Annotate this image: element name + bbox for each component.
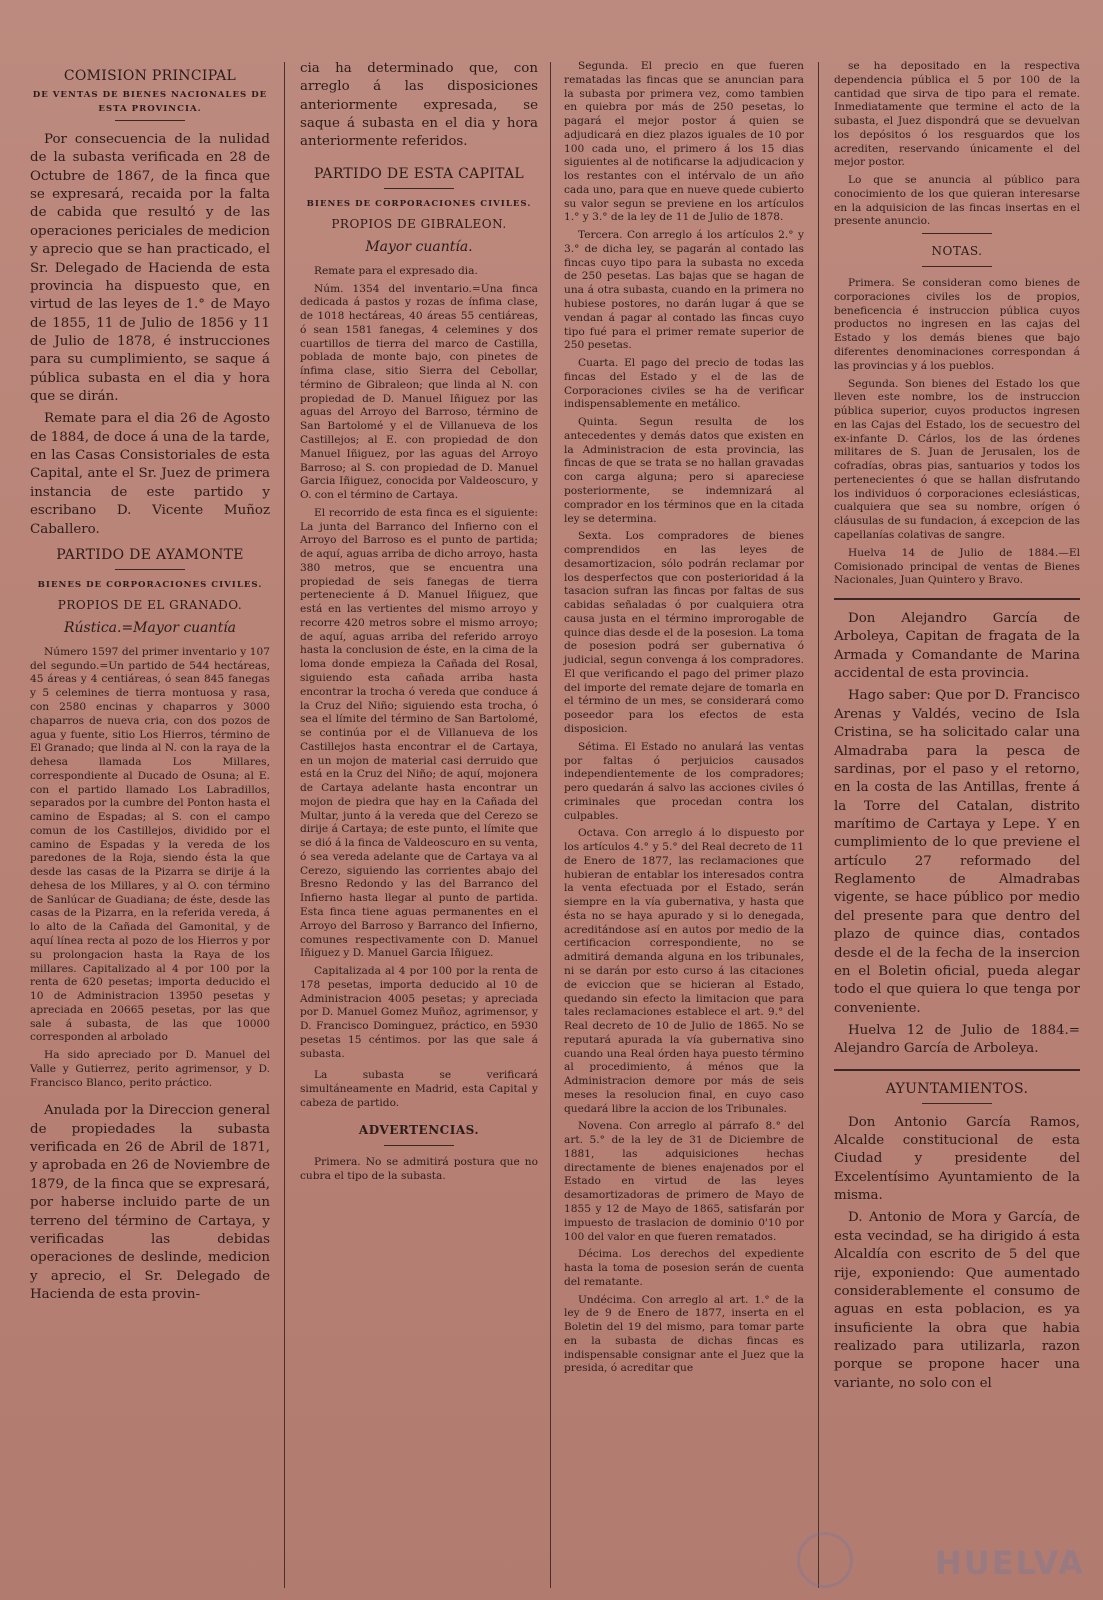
- column-divider: [284, 62, 285, 1588]
- divider: [922, 1103, 992, 1104]
- paragraph: Octava. Con arreglo á lo dispuesto por los artículos 4.° y 5.° del Real decreto de 11 de Enero de 1877, las reclamaciones que hubieran de entablar los interesados contra la venta efectuada por el Estado, serán siempre en la vía gubernativa, y hasta que ésta no se haya apurado y si lo denegada, acreditándose así en autos por medio de la certificacion correspondiente, no se admitirá demanda alguna en los tribunales, ni se darán por esto curso á las citaciones de eviccion que se hicieran al Estado, quedando sin efecto la limitacion que para tales reclamaciones establece el art. 9.° del Real decreto de 10 de Julio de 1865. No se reputará apurada la vía gubernativa sino cuando una Real órden haya puesto término al procedimiento, á ménos que la Administracion demore por más de seis meses la resolucion final, en cuyo caso quedará libre la accion de los Tribunales.: [564, 827, 804, 1115]
- notas-heading: NOTAS.: [931, 244, 983, 259]
- paragraph: cia ha determinado que, con arreglo á las disposiciones anteriormente expresada, se saque á subasta en el dia y hora anteriormente referidos.: [300, 61, 538, 150]
- paragraph: Primera. Se consideran como bienes de corporaciones civiles los de propios, beneficencia é instruccion pública cuyos productos no ingresen en las cajas del Estado y los demás bienes que bajo diferentes denominaciones correspondan á las provincias y á los pueblos.: [834, 277, 1080, 372]
- archive-seal-icon: [797, 1532, 853, 1588]
- column-3: [556, 60, 812, 1588]
- paragraph: Lo que se anuncia al público para conocimiento de los que quieran interesarse en la adquisicion de las fincas insertas en el presente anuncio.: [834, 174, 1080, 228]
- propios-heading: PROPIOS DE EL GRANADO.: [57, 597, 243, 612]
- comision-subtitle-1: DE VENTAS DE BIENES NACIONALES DE: [32, 90, 268, 100]
- ayuntamientos-heading: AYUNTAMIENTOS.: [885, 1080, 1029, 1097]
- paragraph: La subasta se verificará simultáneamente en Madrid, esta Capital y cabeza de partido.: [300, 1069, 538, 1109]
- paragraph: Anulada por la Direccion general de propiedades la subasta verificada en 26 de Abril de 1871, y aprobada en 26 de Noviembre de 1879, de la finca que se expresará, por haberse incluido parte de un terreno del término de Cartaya, y verificadas las debidas operaciones de deslinde, medicion y aprecio, el Sr. Delegado de Hacienda de esta provin-: [30, 1103, 270, 1302]
- paragraph: Primera. No se admitirá postura que no cubra el tipo de la subasta.: [300, 1155, 538, 1182]
- paragraph: D. Antonio de Mora y García, de esta vecindad, se ha dirigido á esta Alcaldía con escrito de 5 del que rije, exponiendo: Que aumentado considerablemente el consumo de aguas en esta poblacion, es ya insuficiente la obra que habia realizado para utilizarla, razon porque se propone hacer una variante, no solo con el: [834, 1210, 1080, 1391]
- paragraph: Tercera. Con arreglo á los artículos 2.° y 3.° de dicha ley, se pagarán al contado las fincas cuyo tipo para la subasta no exceda de 250 pesetas. Las bajas que se hagan de una á otra subasta, cuando en la primera no hubiese postores, no darán lugar á que se vendan á pagar al contado las fincas cuyo tipo fué para el primer remate superior de 250 pesetas.: [564, 229, 804, 352]
- paragraph: Novena. Con arreglo al párrafo 8.° del art. 5.° de la ley de 31 de Diciembre de 1881, las adquisiciones hechas directamente de bienes enajenados por el Estado en virtud de las leyes desamortizadoras de primero de Mayo de 1855 y 12 de Mayo de 1865, satisfarán por impuesto de traslacion de dominio 0'10 por 100 del valor en que fueren rematados.: [564, 1120, 804, 1243]
- paragraph: Segunda. Son bienes del Estado los que lleven este nombre, los de instruccion pública superior, cuyos productos ingresen en las Cajas del Estado, los de secuestro del ex-infante D. Cárlos, los de las órdenes militares de S. Juan de Jerusalen, los de cofradías, obras pias, santuarios y todos los pertenecientes ó que se hallan disfrutando los individuos ó corporaciones eclesiásticas, cualquiera que sea su nombre, orígen ó cláusulas de su fundacion, á excepcion de las capellanías colativas de sangre.: [834, 377, 1080, 541]
- bienes-heading: BIENES DE CORPORACIONES CIVILES.: [306, 198, 532, 209]
- rustica-heading: Rústica.=Mayor cuantía: [63, 619, 237, 636]
- bienes-heading: BIENES DE CORPORACIONES CIVILES.: [37, 579, 263, 590]
- comision-subtitle-2: ESTA PROVINCIA.: [98, 104, 202, 114]
- mayor-cuantia-heading: Mayor cuantía.: [365, 238, 473, 255]
- paragraph: Sétima. El Estado no anulará las ventas por faltas ó perjuicios causados independientemente de los compradores; pero quedarán á salvo las acciones civiles ó criminales que procedan contra los culpables.: [564, 740, 804, 822]
- divider: [384, 188, 454, 189]
- paragraph: Don Antonio García Ramos, Alcalde constitucional de esta Ciudad y presidente del Excelentísimo Ayuntamiento de la misma.: [834, 1114, 1080, 1204]
- paragraph: Undécima. Con arreglo al art. 1.° de la ley de 9 de Enero de 1877, inserta en el Boletin del 19 del mismo, para tomar parte en la subasta de dichas fincas es indispensable consignar ante el Juez que la presida, ó acreditar que: [564, 1293, 804, 1375]
- paragraph: Sexta. Los compradores de bienes comprendidos en las leyes de desamortizacion, sólo podrán reclamar por los desperfectos que con posterioridad á la tasacion sufran las fincas por faltas de sus cabidas señaladas ó por cualquiera otra causa justa en el término improrogable de quince dias desde el de la posesion. La toma de posesion podrá ser gubernativa ó judicial, segun convenga á los compradores. El que verificando el pago del primer plazo del importe del remate dejare de tomarla en el término de un mes, se considerará como poseedor para los efectos de esta disposicion.: [564, 530, 804, 735]
- column-divider: [818, 62, 819, 1588]
- paragraph: Remate para el dia 26 de Agosto de 1884, de doce á una de la tarde, en las Casas Consistoriales de esta Capital, ante el Sr. Juez de primera instancia de este partido y escribano D. Vicente Muñoz Caballero.: [30, 411, 270, 537]
- section-rule: [834, 598, 1080, 600]
- divider: [115, 120, 185, 121]
- advertencias-heading: ADVERTENCIAS.: [358, 1122, 480, 1137]
- divider: [115, 569, 185, 570]
- paragraph: Ha sido apreciado por D. Manuel del Valle y Gutierrez, perito agrimensor, y D. Francisco Blanco, perito práctico.: [30, 1049, 270, 1089]
- paragraph: Segunda. El precio en que fueren rematadas las fincas que se anuncian para la subasta por primera vez, como tambien en quiebra por más de 250 pesetas, lo pagará el mejor postor á quien se adjudicará en diez plazos iguales de 10 por 100 cada uno, el primero á los 15 dias siguientes al de notificarse la adjudicacion y los restantes con el intérvalo de un año cada uno, para que en nueve quede cubierto su valor segun se previene en los artículos 1.° y 3.° de la ley de 11 de Julio de 1878.: [564, 60, 804, 224]
- paragraph: Número 1597 del primer inventario y 107 del segundo.=Un partido de 544 hectáreas, 45 áreas y 4 centiáreas, ó sean 845 fanegas y 5 celemines de tierra montuosa y rasa, con 2580 encinas y chaparros y 3000 chaparros de nueva cria, con dos pozos de agua y fuente, sitio Los Hierros, término de El Granado; que linda al N. con la raya de la dehesa llamada Los Millares, correspondiente al Ducado de Osuna; al E. con el partido llamado Los Labradillos, separados por la cumbre del Ponton hasta el camino de Espadas; al S. con el campo comun de los Castillejos, dividido por el camino de Espadas y la vereda de los paredones de la Roja, siendo ésta la que desde las casas de la Pizarra se dirije á la dehesa de los Millares, y al O. con término de Sanlúcar de Guadiana; de éste, desde las casas de la Pizarra, en la referida vereda, á lo alto de la Cañada del Gamonital, y de aquí línea recta al pozo de los Hierros y por su prolongacion hasta la Raya de los millares. Capitalizado al 4 por 100 por la renta de 620 pesetas; importa deducido el 10 de Administracion 13950 pesetas y apreciada en 20665 pesetas, por las que sale á subasta, de las que 10000 corresponden al arbolado: [30, 645, 270, 1044]
- paragraph: Huelva 12 de Julio de 1884.= Alejandro García de Arboleya.: [834, 1022, 1080, 1057]
- paragraph: Huelva 14 de Julio de 1884.—El Comisionado principal de ventas de Bienes Nacionales, Juan Quintero y Bravo.: [834, 546, 1080, 587]
- paragraph: Hago saber: Que por D. Francisco Arenas y Valdés, vecino de Isla Cristina, se ha solicitado calar una Almadraba para la pesca de sardinas, por el paso y el retorno, en la costa de las Antillas, frente á la Torre del Catalan, distrito marítimo de Cartaya y Lepe. Y en cumplimiento de lo que previene el artículo 27 reformado del Reglamento de Almadrabas vigente, se hace público por medio del presente para que dentro del plazo de quince dias, contados desde el de la fecha de la insercion en el Boletin oficial, pueda alegar todo el que quiera lo que tenga por conveniente.: [834, 688, 1080, 1016]
- paragraph: Remate para el expresado dia.: [314, 264, 478, 277]
- partido-heading: PARTIDO DE AYAMONTE: [56, 546, 244, 563]
- column-divider: [550, 62, 551, 1588]
- paragraph: Don Alejandro García de Arboleya, Capitan de fragata de la Armada y Comandante de Marina accidental de esta provincia.: [834, 611, 1080, 682]
- column-2: [292, 60, 546, 1588]
- paragraph: Núm. 1354 del inventario.=Una finca dedicada á pastos y rozas de ínfima clase, de 1018 hectáreas, 40 áreas 55 centiáreas, ó sean 1581 fanegas, 4 celemines y dos cuartillos de tierra del marco de Castilla, poblada de monte bajo, con pinetes de ínfima clase, sitio Sierra del Cebollar, término de Gibraleon; que linda al N. con propiedad de D. Manuel Iñiguez por las aguas del Arroyo del Barroso, término de San Bartolomé y el de Villanueva de los Castillejos; al E. con propiedad de don Manuel Iñiguez, por las aguas del Arroyo Barroso; al S. con propiedad de D. Manuel Garcia Iñiguez, conocida por Valdeoscuro, y O. con el término de Cartaya.: [300, 282, 538, 502]
- paragraph: Capitalizada al 4 por 100 por la renta de 178 pesetas, importa deducido al 10 de Administracion 4005 pesetas; y apreciada por D. Manuel Gomez Muñoz, agrimensor, y D. Francisco Dominguez, práctico, en 5930 pesetas 15 céntimos. por las que sale á subasta.: [300, 965, 538, 1060]
- paragraph: se ha depositado en la respectiva dependencia pública el 5 por 100 de la cantidad que sirva de tipo para el remate. Inmediatamente que termine el acto de la subasta, el Juez dispondrá que se devuelvan los depósitos ó los resguardos que los acrediten, reservando únicamente el del mejor postor.: [834, 60, 1080, 169]
- partido-heading: PARTIDO DE ESTA CAPITAL: [313, 165, 525, 182]
- paragraph: El recorrido de esta finca es el siguiente: La junta del Barranco del Infierno con el Arroyo del Barroso es el punto de partida; de aquí, aguas arriba de dicho arroyo, hasta 380 metros, que se encuentra una propiedad de seis fanegas de tierra perteneciente á D. Manuel Iñiguez, que está en las vertientes del mismo arroyo y recorre 420 metros sobre el mismo arroyo; de aquí, aguas arriba del referido arroyo hasta la conclusion de éste, en la cima de la loma donde empieza la Cañada del Rosal, siguiendo esta cañada arriba hasta encontrar la trocha ó vereda que conduce á la Cruz del Niño; siguiendo esta trocha, ó sea el límite del término de San Bartolomé, se continúa por el de Villanueva de los Castillejos hasta encontrar el de Cartaya, en un mojon de material casi derruido que está en la Cruz del Niño; de aquí, mojonera de Cartaya adelante hasta encontrar un mojon de piedra que hay en la Cañada del Multar, junto á la vereda que del Cerezo se dirije á Cartaya; de este punto, el límite que se dió á la finca de Valdeoscuro en su venta, ó sea vereda adelante que de Cartaya va al Cerezo, siguiendo las corrientes abajo del Bresno Redondo y las del Barranco del Infierno hasta llegar al punto de partida. Esta finca tiene aguas permanentes en el Arroyo del Barroso y Barranco del Infierno, comunes respectivamente con D. Manuel Iñiguez y D. Manuel Garcia Iñiguez.: [300, 506, 538, 960]
- propios-heading: PROPIOS DE GIBRALEON.: [331, 216, 507, 231]
- paragraph: Por consecuencia de la nulidad de la subasta verificada en 28 de Octubre de 1867, de la finca que se expresará, recaida por la falta de cabida que resultó y de las operaciones periciales de medicion y aprecio que se han practicado, el Sr. Delegado de Hacienda de esta provincia ha dispuesto que, en virtud de las leyes de 1.° de Mayo de 1855, 11 de Julio de 1856 y 11 de Julio de 1878, é instrucciones para su cumplimiento, se saque á pública subasta en el dia y hora que se dirán.: [30, 132, 270, 405]
- column-1: [22, 60, 278, 1588]
- paragraph: Cuarta. El pago del precio de todas las fincas del Estado y el de las de Corporaciones civiles se ha de verificar indispensablemente en metálico.: [564, 357, 804, 411]
- paragraph: Quinta. Segun resulta de los antecedentes y demás datos que existen en la Administracion de esta provincia, las fincas de que se trata se no hallan gravadas con carga alguna; pero si apareciese posteriormente, se indemnizará al comprador en los términos que en la citada ley se determina.: [564, 416, 804, 525]
- paragraph: Décima. Los derechos del expediente hasta la toma de posesion serán de cuenta del rematante.: [564, 1248, 804, 1288]
- archive-watermark: HUELVA: [935, 1544, 1085, 1582]
- divider: [384, 1145, 454, 1146]
- divider: [922, 233, 992, 234]
- divider: [922, 266, 992, 267]
- column-4: [826, 60, 1088, 1588]
- section-rule: [834, 1069, 1080, 1071]
- comision-title: COMISION PRINCIPAL: [63, 68, 237, 84]
